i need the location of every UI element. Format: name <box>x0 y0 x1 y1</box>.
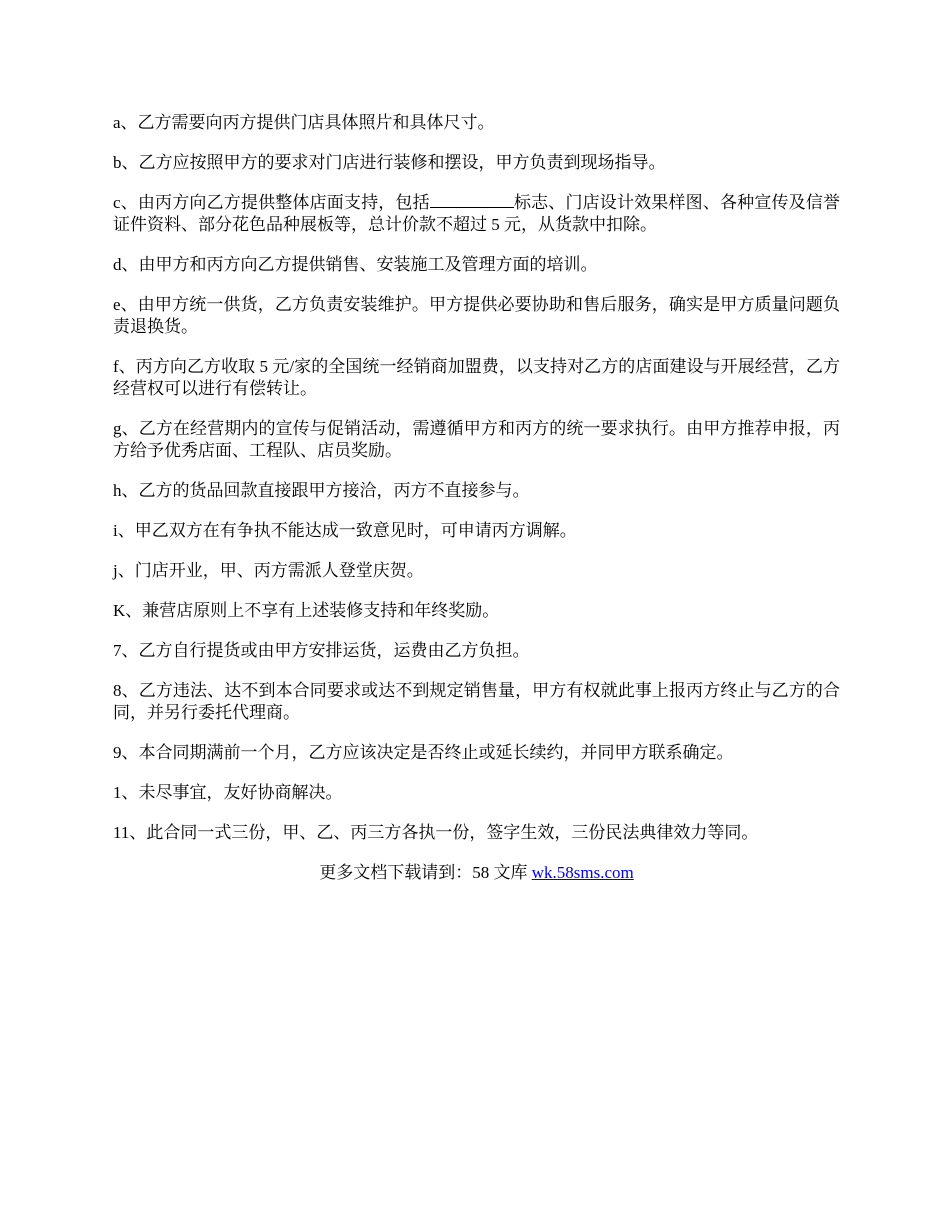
clause-9: 9、本合同期满前一个月，乙方应该决定是否终止或延长续约，并同甲方联系确定。 <box>113 743 734 762</box>
clause-c <box>113 192 840 236</box>
clause-h: h、乙方的货品回款直接跟甲方接洽，丙方不直接参与。 <box>113 481 530 500</box>
clause-1: 1、未尽事宜，友好协商解决。 <box>113 783 343 802</box>
clause-8: 8、乙方违法、达不到本合同要求或达不到规定销售量，甲方有权就此事上报丙方终止与乙方的合同，并另行委托代理商。 <box>113 681 840 722</box>
clause-f: f、丙方向乙方收取 5 元/家的全国统一经销商加盟费，以支持对乙方的店面建设与开展经营，乙方经营权可以进行有偿转让。 <box>113 357 840 398</box>
clause-a: a、乙方需要向丙方提供门店具体照片和具体尺寸。 <box>113 113 495 132</box>
fill-in-blank <box>430 192 514 208</box>
clause-c-after: 标志、门店设计效果样图、各种宣传及信誉证件资料、部分花色品种展板等，总计价款不超过 5 元，从货款中扣除。 <box>113 193 841 234</box>
clause-c-before: c、由丙方向乙方提供整体店面支持，包括 <box>113 193 430 212</box>
clause-k: K、兼营店原则上不享有上述装修支持和年终奖励。 <box>113 601 500 620</box>
clause-e: e、由甲方统一供货，乙方负责安装维护。甲方提供必要协助和售后服务，确实是甲方质量问题负责退换货。 <box>113 295 840 336</box>
footer-prefix: 更多文档下载请到：58 文库 <box>319 863 532 882</box>
footer-link[interactable]: wk.58sms.com <box>531 863 634 882</box>
clause-d: d、由甲方和丙方向乙方提供销售、安装施工及管理方面的培训。 <box>113 255 598 274</box>
clause-j: j、门店开业，甲、丙方需派人登堂庆贺。 <box>113 561 424 580</box>
document-body <box>113 112 840 884</box>
clause-7: 7、乙方自行提货或由甲方安排运货，运费由乙方负担。 <box>113 641 530 660</box>
clause-11: 11、此合同一式三份，甲、乙、丙三方各执一份，签字生效，三份民法典律效力等同。 <box>113 823 759 842</box>
clause-b: b、乙方应按照甲方的要求对门店进行装修和摆设，甲方负责到现场指导。 <box>113 153 666 172</box>
clause-g: g、乙方在经营期内的宣传与促销活动，需遵循甲方和丙方的统一要求执行。由甲方推荐申报，丙方给予优秀店面、工程队、店员奖励。 <box>113 419 840 460</box>
clause-i: i、甲乙双方在有争执不能达成一致意见时，可申请丙方调解。 <box>113 521 577 540</box>
download-footer <box>113 862 840 884</box>
